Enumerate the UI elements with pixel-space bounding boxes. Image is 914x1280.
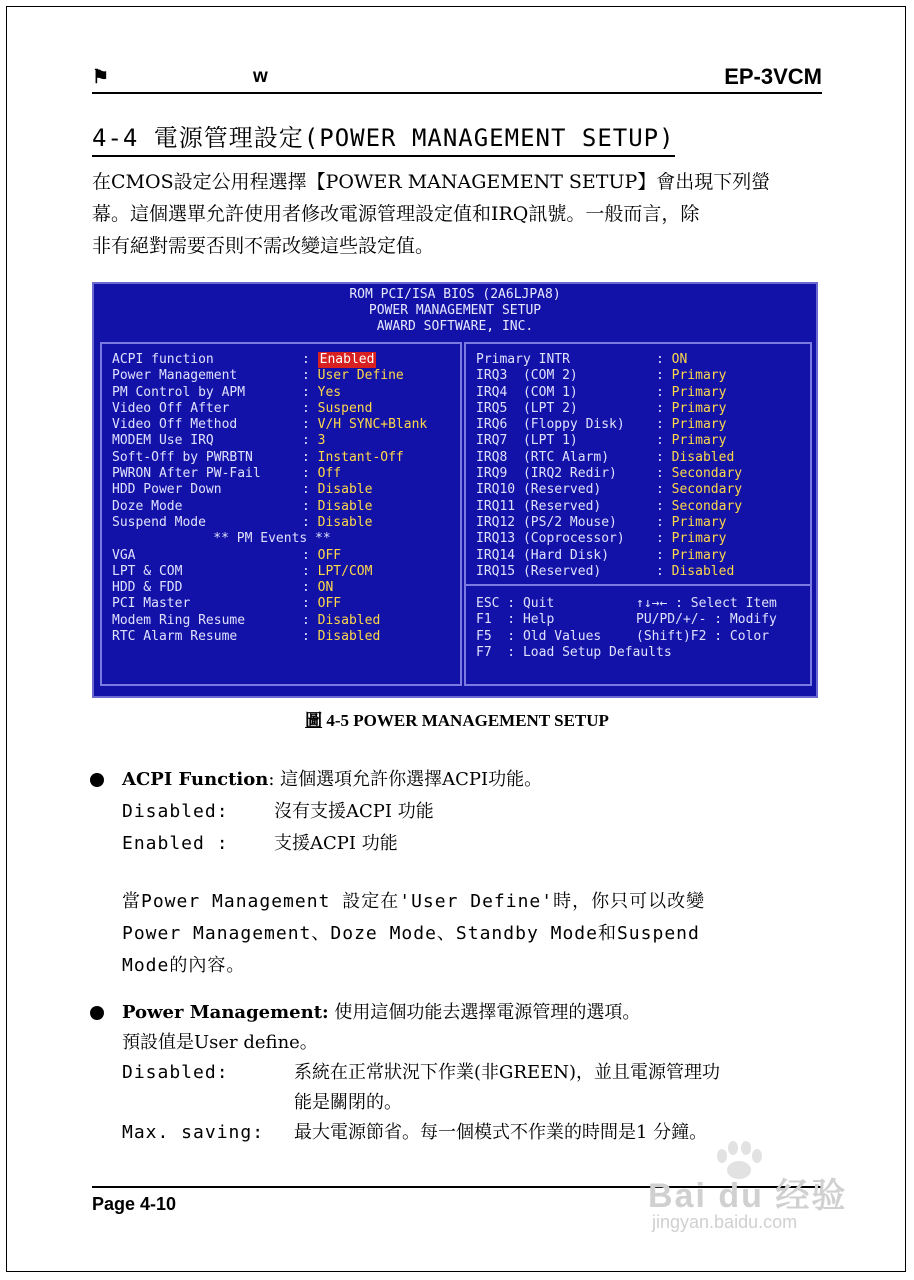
setting-separator: : xyxy=(656,400,672,416)
setting-separator: : xyxy=(302,514,318,530)
section-title: 4-4 電源管理設定(POWER MANAGEMENT SETUP) xyxy=(92,118,675,157)
setting-value[interactable]: Primary xyxy=(671,433,727,449)
bios-title-line: POWER MANAGEMENT SETUP xyxy=(368,303,542,318)
bios-irq-row[interactable] xyxy=(476,531,742,547)
bios-key-legend xyxy=(476,596,777,661)
setting-value[interactable]: Enabled xyxy=(319,352,375,367)
bios-setting-row[interactable] xyxy=(112,433,432,449)
bios-setting-row[interactable] xyxy=(112,482,432,498)
bios-right-panel xyxy=(464,342,812,686)
bios-left-panel xyxy=(100,342,462,686)
bios-event-row[interactable] xyxy=(112,564,432,580)
figure-caption xyxy=(0,706,914,731)
option-desc: 系統在正常狀況下作業(非GREEN)，並且電源管理功 xyxy=(294,1062,721,1083)
bios-event-row[interactable] xyxy=(112,613,432,629)
setting-value[interactable]: OFF xyxy=(317,547,342,563)
setting-value[interactable]: LPT/COM xyxy=(317,563,373,579)
setting-separator: : xyxy=(656,352,672,367)
bios-irq-row[interactable] xyxy=(476,548,742,564)
option-desc: 支援ACPI 功能 xyxy=(274,833,398,854)
setting-separator: : xyxy=(656,482,672,498)
bullet-icon xyxy=(90,773,104,787)
bios-irq-row[interactable] xyxy=(476,515,742,531)
setting-value[interactable]: Primary xyxy=(671,417,727,433)
setting-value[interactable]: 3 xyxy=(317,433,326,449)
setting-label: Video Off Method xyxy=(112,417,238,433)
setting-separator: : xyxy=(302,384,318,400)
setting-label: PM Control by APM xyxy=(112,384,246,400)
setting-value[interactable]: Disabled xyxy=(671,563,735,579)
intro-line: 幕。這個選單允許使用者修改電源管理設定值和IRQ訊號。一般而言，除 xyxy=(92,203,700,225)
intro-line: 在CMOS設定公用程選擇【POWER MANAGEMENT SETUP】會出現下列螢 xyxy=(92,171,771,193)
setting-separator: : xyxy=(656,433,672,449)
setting-label: Suspend Mode xyxy=(112,514,206,530)
header-model: EP-3VCM xyxy=(724,64,822,89)
setting-label: HDD Power Down xyxy=(112,482,222,498)
setting-separator: : xyxy=(302,596,318,612)
setting-value[interactable]: ON xyxy=(317,580,334,596)
key-legend-left: F5 : Old Values xyxy=(476,628,602,644)
bios-irq-row[interactable] xyxy=(476,499,742,515)
setting-label: IRQ7 (LPT 1) xyxy=(476,433,578,449)
setting-label: MODEM Use IRQ xyxy=(112,433,214,449)
setting-label: IRQ14 (Hard Disk) xyxy=(476,547,610,563)
setting-value[interactable]: User Define xyxy=(317,368,404,384)
setting-value[interactable]: Secondary xyxy=(671,498,743,514)
key-legend-right: ↑↓→← : Select Item xyxy=(636,596,777,611)
setting-separator: : xyxy=(302,547,318,563)
option-desc: 沒有支援ACPI 功能 xyxy=(274,801,434,822)
bios-irq-row[interactable] xyxy=(476,466,742,482)
setting-value[interactable]: Disable xyxy=(317,498,373,514)
bios-setting-row[interactable] xyxy=(112,499,432,515)
setting-separator: : xyxy=(656,498,672,514)
bios-irq-row[interactable] xyxy=(476,368,742,384)
bios-irq-row[interactable] xyxy=(476,352,742,368)
bios-event-row[interactable] xyxy=(112,629,432,645)
bios-setting-row[interactable] xyxy=(112,450,432,466)
bios-irq-row[interactable] xyxy=(476,482,742,498)
bios-irq-row[interactable] xyxy=(476,401,742,417)
watermark-brand: Bai du 经验 xyxy=(648,1177,848,1215)
setting-label: Soft-Off by PWRBTN xyxy=(112,449,253,465)
setting-label: VGA xyxy=(112,547,136,563)
intro-paragraph xyxy=(92,166,826,262)
setting-value[interactable]: Disabled xyxy=(671,449,735,465)
bullet-icon xyxy=(90,1006,104,1020)
setting-separator: : xyxy=(656,466,672,482)
setting-value[interactable]: V/H SYNC+Blank xyxy=(317,417,428,433)
setting-separator: : xyxy=(302,466,318,482)
key-legend-row xyxy=(476,645,777,661)
setting-value[interactable]: Yes xyxy=(317,384,342,400)
setting-value[interactable]: Primary xyxy=(671,531,727,547)
bios-irq-row[interactable] xyxy=(476,450,742,466)
setting-label: IRQ12 (PS/2 Mouse) xyxy=(476,514,617,530)
bios-title-line: AWARD SOFTWARE, INC. xyxy=(376,319,534,334)
bios-irq-list xyxy=(476,352,742,580)
bios-setting-row[interactable] xyxy=(112,515,432,531)
caption-text: 4-5 POWER MANAGEMENT SETUP xyxy=(322,711,609,730)
setting-separator: : xyxy=(656,384,672,400)
setting-label: PCI Master xyxy=(112,596,191,612)
setting-value[interactable]: Secondary xyxy=(671,466,743,482)
bios-title-line: ROM PCI/ISA BIOS (2A6LJPA8) xyxy=(349,287,561,302)
setting-label: IRQ6 (Floppy Disk) xyxy=(476,417,625,433)
acpi-term: ACPI Function xyxy=(122,769,269,790)
option-label: Max. saving: xyxy=(122,1122,265,1143)
setting-value[interactable]: ON xyxy=(671,352,688,367)
setting-label: IRQ5 (LPT 2) xyxy=(476,400,578,416)
setting-label: IRQ8 (RTC Alarm) xyxy=(476,449,610,465)
caption-prefix: 圖 xyxy=(305,711,323,730)
setting-label: IRQ13 (Coprocessor) xyxy=(476,531,625,547)
setting-value[interactable]: Suspend xyxy=(317,400,373,416)
bios-title xyxy=(94,287,816,335)
option-desc: 能是關閉的。 xyxy=(294,1092,402,1113)
key-legend-left: F1 : Help xyxy=(476,612,555,628)
pm-default: 預設值是User define。 xyxy=(122,1032,318,1053)
acpi-note: 當Power Management 設定在'User Define'時，你只可以改變 xyxy=(122,891,706,912)
setting-value[interactable]: Primary xyxy=(671,547,727,563)
key-legend-left: F7 : Load Setup Defaults xyxy=(476,644,672,660)
setting-value[interactable]: Disabled xyxy=(317,629,381,645)
setting-separator: : xyxy=(302,498,318,514)
setting-value[interactable]: Instant-Off xyxy=(317,449,404,465)
setting-separator: : xyxy=(302,563,318,579)
setting-separator: : xyxy=(302,352,318,367)
setting-value[interactable]: Primary xyxy=(671,400,727,416)
header-rule xyxy=(92,92,822,94)
setting-value[interactable]: Disable xyxy=(317,514,373,530)
bios-setting-row[interactable] xyxy=(112,401,432,417)
setting-separator: : xyxy=(302,612,318,628)
setting-separator: : xyxy=(302,580,318,596)
logo-icon: ⚑ xyxy=(92,67,110,88)
setting-value[interactable]: Primary xyxy=(671,368,727,384)
setting-separator: : xyxy=(656,417,672,433)
bios-setting-row[interactable] xyxy=(112,352,432,368)
intro-line: 非有絕對需要否則不需改變這些設定值。 xyxy=(92,235,435,257)
key-legend-left: ESC : Quit xyxy=(476,596,555,611)
bios-setting-row[interactable] xyxy=(112,385,432,401)
setting-label: IRQ3 (COM 2) xyxy=(476,368,578,384)
setting-separator: : xyxy=(656,449,672,465)
bios-screenshot xyxy=(92,282,818,698)
setting-label: Primary INTR xyxy=(476,352,570,367)
setting-label: Power Management xyxy=(112,368,238,384)
setting-label: IRQ9 (IRQ2 Redir) xyxy=(476,466,617,482)
setting-label: IRQ11 (Reserved) xyxy=(476,498,602,514)
setting-separator: : xyxy=(656,563,672,579)
setting-value[interactable]: OFF xyxy=(317,596,342,612)
setting-separator: : xyxy=(302,368,318,384)
bios-divider xyxy=(466,584,810,586)
setting-label: IRQ15 (Reserved) xyxy=(476,563,602,579)
setting-value[interactable]: Secondary xyxy=(671,482,743,498)
setting-separator: : xyxy=(302,417,318,433)
acpi-desc: : 這個選項允許你選擇ACPI功能。 xyxy=(268,769,543,790)
bios-event-row[interactable] xyxy=(112,596,432,612)
setting-label: Modem Ring Resume xyxy=(112,612,246,628)
setting-label: RTC Alarm Resume xyxy=(112,629,238,645)
setting-label: IRQ4 (COM 1) xyxy=(476,384,578,400)
setting-value[interactable]: Primary xyxy=(671,384,727,400)
setting-value[interactable]: Disabled xyxy=(317,612,381,628)
acpi-section xyxy=(92,764,832,982)
setting-separator: : xyxy=(656,368,672,384)
page-number: Page 4-10 xyxy=(92,1194,177,1214)
option-label: Disabled: xyxy=(122,801,229,822)
bios-irq-row[interactable] xyxy=(476,433,742,449)
power-management-section xyxy=(92,998,832,1148)
bios-irq-row[interactable] xyxy=(476,417,742,433)
setting-separator: : xyxy=(656,531,672,547)
bios-irq-row[interactable] xyxy=(476,564,742,580)
option-label: Disabled: xyxy=(122,1062,229,1083)
bios-irq-row[interactable] xyxy=(476,385,742,401)
setting-label: Doze Mode xyxy=(112,498,183,514)
setting-label: ACPI function xyxy=(112,352,214,367)
bios-left-list xyxy=(112,352,432,645)
bios-setting-row[interactable] xyxy=(112,466,432,482)
setting-label: LPT & COM xyxy=(112,563,183,579)
setting-separator: : xyxy=(656,514,672,530)
setting-value[interactable]: Disable xyxy=(317,482,373,498)
setting-separator: : xyxy=(302,482,318,498)
setting-label: PWRON After PW-Fail xyxy=(112,466,261,482)
setting-separator: : xyxy=(302,629,318,645)
acpi-note: Mode的內容。 xyxy=(122,955,246,976)
setting-separator: : xyxy=(302,449,318,465)
setting-separator: : xyxy=(302,400,318,416)
setting-label: HDD & FDD xyxy=(112,580,183,596)
bios-setting-row[interactable] xyxy=(112,368,432,384)
watermark-url: jingyan.baidu.com xyxy=(652,1212,798,1232)
bios-event-row[interactable] xyxy=(112,548,432,564)
key-legend-row xyxy=(476,596,777,612)
key-legend-right: PU/PD/+/- : Modify xyxy=(636,612,777,628)
setting-value[interactable]: Primary xyxy=(671,514,727,530)
setting-separator: : xyxy=(656,547,672,563)
acpi-note: Power Management、Doze Mode、Standby Mode和Suspend xyxy=(122,923,700,944)
bios-event-row[interactable] xyxy=(112,580,432,596)
setting-label: IRQ10 (Reserved) xyxy=(476,482,602,498)
header-mark: w xyxy=(253,66,268,87)
bios-setting-row[interactable] xyxy=(112,417,432,433)
key-legend-right: (Shift)F2 : Color xyxy=(636,628,770,644)
option-label: Enabled : xyxy=(122,833,229,854)
key-legend-row xyxy=(476,612,777,628)
option-desc: 最大電源節省。每一個模式不作業的時間是1 分鐘。 xyxy=(294,1122,708,1143)
setting-label: Video Off After xyxy=(112,400,230,416)
pm-term: Power Management: xyxy=(122,1002,329,1023)
setting-value[interactable]: Off xyxy=(317,466,342,482)
key-legend-row xyxy=(476,629,777,645)
setting-separator: : xyxy=(302,433,318,449)
pm-events-heading: ** PM Events ** xyxy=(213,531,331,547)
pm-desc: 使用這個功能去選擇電源管理的選項。 xyxy=(328,1002,641,1023)
